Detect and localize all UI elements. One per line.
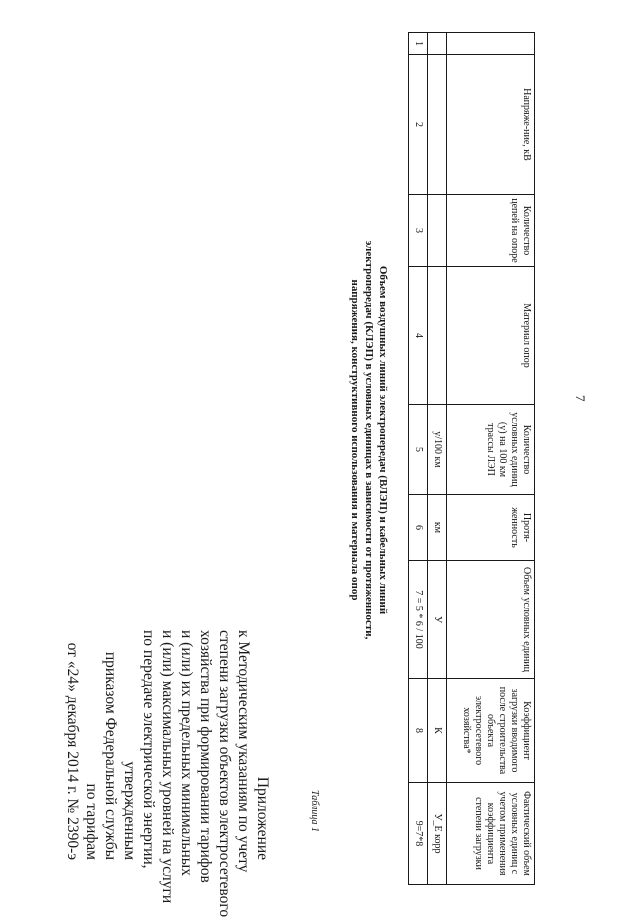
appendix-line: по тарифам (83, 783, 100, 860)
unit-cell: К (428, 679, 447, 783)
header-row (447, 33, 535, 885)
unit-cell (428, 267, 447, 405)
header-cell: Фактический объем условных единиц с учетом применения коэффициента степени загрузки (447, 783, 535, 885)
unit-cell: У (428, 561, 447, 679)
appendix-line: и (или) их предельных минимальных (178, 630, 195, 876)
number-cell: 9=7*8 (409, 783, 428, 885)
appendix-line: Приложение (254, 776, 271, 860)
data-table (408, 32, 535, 885)
units-row (428, 33, 447, 885)
appendix-line: по передаче электрической энергии, (140, 630, 157, 869)
table-title-line: электропередач (КЛЭП) в условных единицах в зависимости от протяженности, (363, 240, 375, 640)
appendix-line: к Методическим указаниям по учету (235, 630, 252, 873)
table-title (348, 60, 390, 820)
table-title-line: напряжения, конструктивного использования и материала опор (349, 279, 361, 601)
appendix-line: приказом Федеральной службы (102, 651, 119, 860)
unit-cell (428, 33, 447, 55)
appendix-line: и (или) максимальных уровней на услуги (159, 630, 176, 904)
table-title-line: Объем воздушных линий электропередач (ВЛЭП) и кабельных линий (377, 265, 389, 615)
appendix-line: утвержденным (121, 761, 138, 860)
header-cell: Материал опор (447, 267, 535, 405)
header-cell: Объем условных единиц (447, 561, 535, 679)
appendix-line: степени загрузки объектов электросетевого (216, 630, 233, 917)
appendix-line: от «24» декабря 2014 г. № 2390-э (64, 642, 81, 860)
header-cell: Количество условных единиц (у) на 100 км трассы ЛЭП (447, 405, 535, 495)
number-cell: 2 (409, 55, 428, 195)
unit-cell: у/100 км (428, 405, 447, 495)
appendix-heading (63, 630, 272, 917)
number-cell: 3 (409, 195, 428, 267)
unit-cell (428, 55, 447, 195)
header-cell: Коэффициент загрузки вводимого после строительства объекта электросетевого хозяйства* (447, 679, 535, 783)
number-cell: 1 (409, 33, 428, 55)
header-cell: Количество цепей на опоре (447, 195, 535, 267)
column-number-row (409, 33, 428, 885)
unit-cell (428, 195, 447, 267)
number-cell: 5 (409, 405, 428, 495)
table-label: Таблица 1 (309, 790, 320, 832)
number-cell: 4 (409, 267, 428, 405)
number-cell: 6 (409, 495, 428, 561)
number-cell: 8 (409, 679, 428, 783)
unit-cell: У_Е корр (428, 783, 447, 885)
unit-cell: км (428, 495, 447, 561)
header-cell (447, 33, 535, 55)
number-cell: 7 = 5 * 6 / 100 (409, 561, 428, 679)
header-cell: Протя-женность (447, 495, 535, 561)
header-cell: Напряже-ние, кВ (447, 55, 535, 195)
page-number: 7 (573, 395, 588, 402)
appendix-line: хозяйства при формировании тарифов (197, 630, 214, 883)
